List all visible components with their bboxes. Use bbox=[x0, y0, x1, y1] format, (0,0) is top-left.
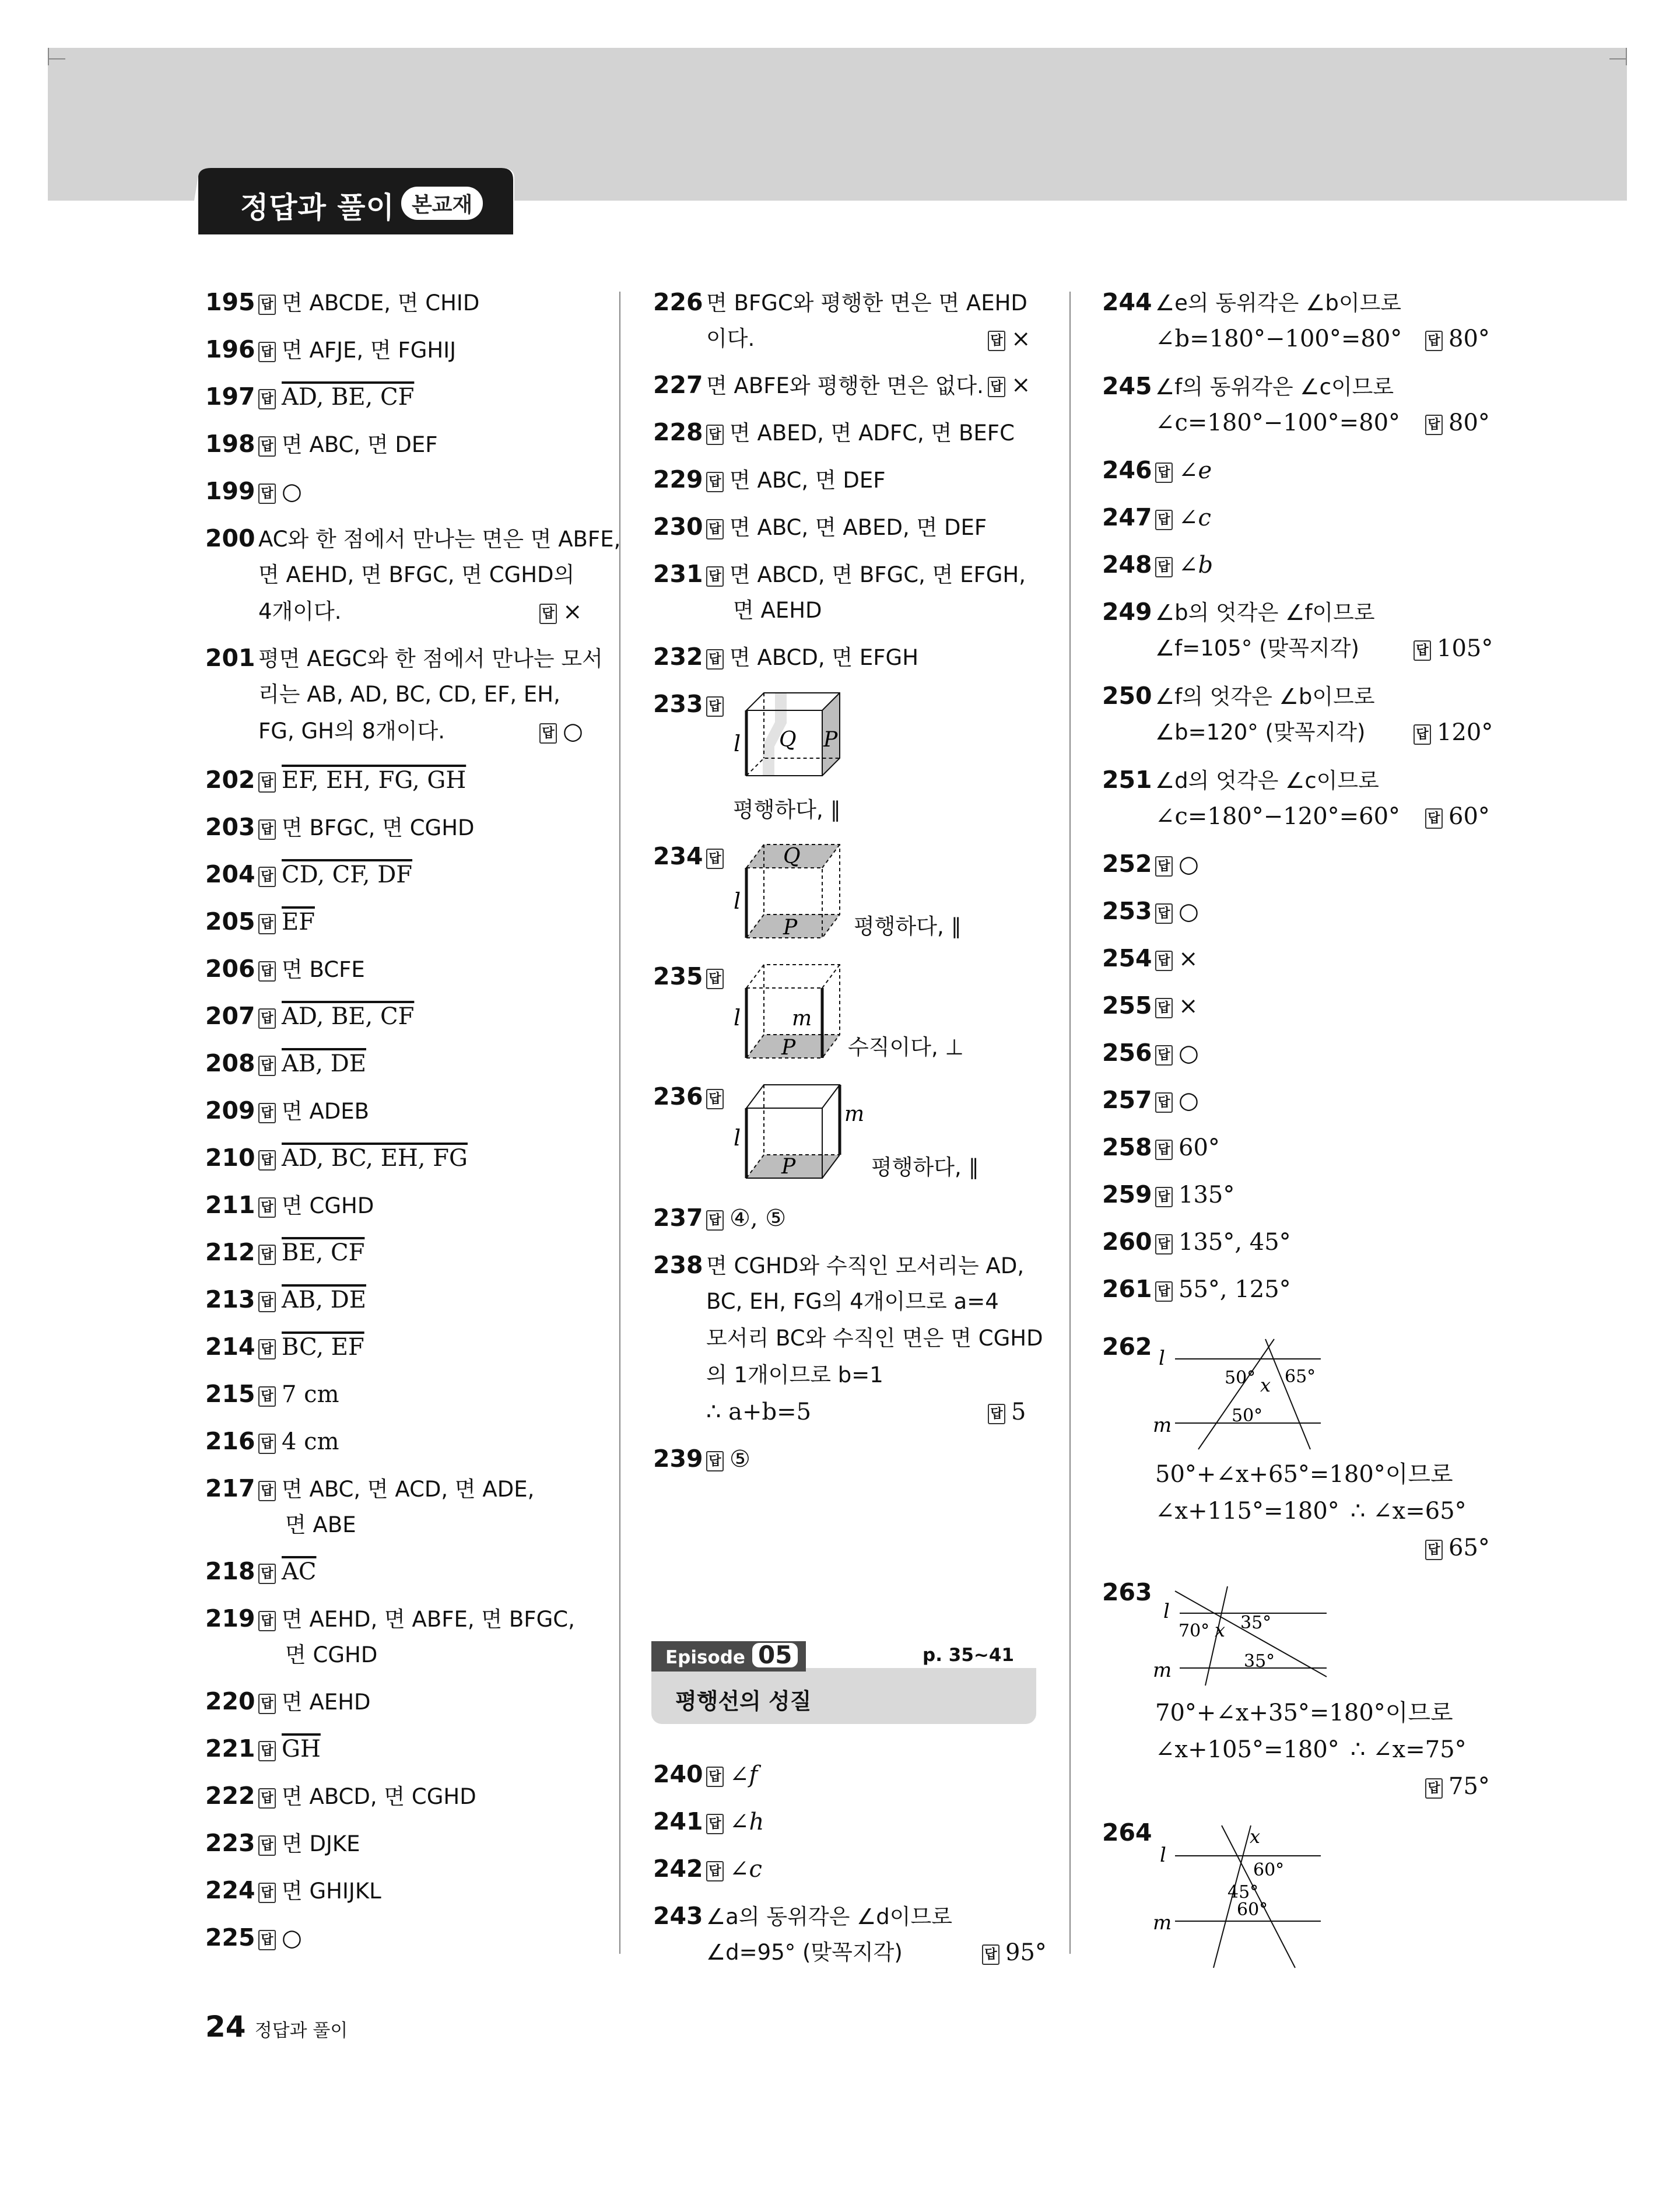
caption-234: 평행하다, ∥ bbox=[854, 914, 962, 939]
answer-203: 203 답 면 BFGC, 면 CGHD bbox=[205, 813, 475, 841]
episode-pages: p. 35~41 bbox=[923, 1645, 1015, 1666]
answer-224: 224 답 면 GHIJKL bbox=[205, 1876, 381, 1904]
plane-p-label: P bbox=[823, 728, 838, 752]
answer-212: 212 답 BE, CF bbox=[205, 1238, 365, 1266]
line-l-label: l bbox=[1159, 1347, 1165, 1370]
answer-mark-icon: 답 bbox=[706, 519, 724, 539]
answer-200: 200 AC와 한 점에서 만나는 면은 면 ABFE, bbox=[205, 524, 621, 552]
answer-mark-icon: 답 bbox=[988, 331, 1005, 351]
answer-263: 263 bbox=[1102, 1578, 1152, 1606]
answer-mark-icon: 답 bbox=[258, 772, 276, 793]
answer-201-line2: 리는 AB, AD, BC, CD, EF, EH, bbox=[258, 682, 560, 707]
answer-217: 217 답 면 ABC, 면 ACD, 면 ADE, bbox=[205, 1474, 535, 1502]
answer-mark-icon: 답 bbox=[258, 1788, 276, 1809]
answer-mark-icon: 답 bbox=[706, 472, 724, 492]
answer-mark-icon: 답 bbox=[258, 1481, 276, 1501]
answer-mark-icon: 답 bbox=[1155, 1092, 1173, 1113]
parallel-lines-figure-264 bbox=[1152, 1818, 1338, 1970]
answer-249: 249 ∠b의 엇각은 ∠f이므로 bbox=[1102, 598, 1375, 626]
angle-x-label: x bbox=[1250, 1825, 1261, 1848]
answer-247: 247 답 ∠c bbox=[1102, 503, 1211, 531]
angle-label: 50° bbox=[1232, 1406, 1263, 1426]
answer-mark-icon: 답 bbox=[258, 1245, 276, 1265]
answer-mark-icon: 답 bbox=[258, 1339, 276, 1359]
answer-251: 251 ∠d의 엇각은 ∠c이므로 bbox=[1102, 766, 1379, 794]
answer-mark-icon: 답 bbox=[706, 849, 724, 869]
answer-mark-icon: 답 bbox=[706, 1210, 724, 1231]
angle-label: 60° bbox=[1253, 1860, 1285, 1880]
answer-mark-icon: 답 bbox=[258, 1883, 276, 1903]
answer-252: 252 답 ○ bbox=[1102, 850, 1199, 878]
answer-mark-icon: 답 bbox=[258, 483, 276, 504]
episode-label: Episode 05 bbox=[651, 1641, 806, 1672]
answer-mark-icon: 답 bbox=[1155, 903, 1173, 924]
answer-mark-icon: 답 bbox=[539, 604, 557, 624]
answer-mark-icon: 답 bbox=[258, 819, 276, 840]
answer-201-result: 답 ○ bbox=[539, 716, 583, 747]
answer-206: 206 답 면 BCFE bbox=[205, 955, 365, 983]
answer-mark-icon: 답 bbox=[258, 1741, 276, 1761]
answer-227: 227 면 ABFE와 평행한 면은 없다. bbox=[653, 371, 984, 399]
answer-244-line2: ∠b=180°−100°=80° bbox=[1155, 325, 1402, 352]
answer-mark-icon: 답 bbox=[258, 436, 276, 457]
crop-mark bbox=[1626, 48, 1627, 65]
answer-235: 235 답 bbox=[653, 961, 729, 992]
answer-mark-icon: 답 bbox=[706, 969, 724, 989]
angle-label: 60° bbox=[1237, 1900, 1268, 1920]
answer-201-line3: FG, GH의 8개이다. bbox=[258, 719, 446, 744]
answer-227-result: 답 × bbox=[988, 370, 1031, 400]
answer-mark-icon: 답 bbox=[1155, 1140, 1173, 1160]
answer-253: 253 답 ○ bbox=[1102, 897, 1199, 925]
answer-263-line1: 70°+∠x+35°=180°이므로 bbox=[1155, 1700, 1453, 1726]
line-l-label: l bbox=[734, 1125, 741, 1151]
answer-mark-icon: 답 bbox=[258, 389, 276, 409]
column-divider bbox=[1069, 292, 1071, 1954]
answer-220: 220 답 면 AEHD bbox=[205, 1687, 371, 1715]
angle-label: 45° bbox=[1227, 1882, 1259, 1902]
answer-mark-icon: 답 bbox=[706, 696, 724, 717]
answer-199: 199 답 ○ bbox=[205, 477, 302, 505]
answer-200-result: 답 × bbox=[539, 597, 583, 627]
answer-213: 213 답 AB, DE bbox=[205, 1285, 366, 1313]
line-l-label: l bbox=[734, 731, 741, 756]
answer-245: 245 ∠f의 동위각은 ∠c이므로 bbox=[1102, 372, 1394, 400]
answer-238-line4: 의 1개이므로 b=1 bbox=[706, 1362, 883, 1387]
answer-mark-icon: 답 bbox=[1155, 1234, 1173, 1255]
answer-221: 221 답 $\overline{GH}$ bbox=[205, 1735, 321, 1763]
caption-233: 평행하다, ∥ bbox=[733, 797, 841, 822]
answer-mark-icon: 답 bbox=[258, 1434, 276, 1454]
answer-223: 223 답 면 DJKE bbox=[205, 1829, 360, 1857]
answer-250: 250 ∠f의 엇각은 ∠b이므로 bbox=[1102, 682, 1375, 710]
angle-label: 70° bbox=[1179, 1621, 1210, 1641]
answer-mark-icon: 답 bbox=[1155, 856, 1173, 877]
answer-238-line2: BC, EH, FG의 4개이므로 a=4 bbox=[706, 1289, 999, 1314]
caption-236: 평행하다, ∥ bbox=[871, 1155, 979, 1180]
episode-number: 05 bbox=[752, 1643, 798, 1667]
answer-mark-icon: 답 bbox=[258, 1386, 276, 1407]
answer-mark-icon: 답 bbox=[258, 1694, 276, 1714]
answer-mark-icon: 답 bbox=[258, 1008, 276, 1029]
answer-244: 244 ∠e의 동위각은 ∠b이므로 bbox=[1102, 288, 1402, 316]
answer-243-line2: ∠d=95° (맞꼭지각) bbox=[706, 1940, 903, 1965]
answer-248: 248 답 ∠b bbox=[1102, 551, 1213, 579]
answer-226: 226 면 BFGC와 평행한 면은 면 AEHD bbox=[653, 288, 1027, 316]
answer-219: 219 답 면 AEHD, 면 ABFE, 면 BFGC, bbox=[205, 1604, 575, 1632]
answer-mark-icon: 답 bbox=[1425, 415, 1443, 435]
answer-204: 204 답 CD, CF, DF bbox=[205, 860, 413, 888]
parallel-lines-figure-263 bbox=[1152, 1581, 1338, 1691]
answer-251-line2: ∠c=180°−120°=60° bbox=[1155, 803, 1401, 830]
answer-226-result: 답 × bbox=[988, 324, 1031, 354]
line-m-label: m bbox=[844, 1102, 865, 1126]
answer-230: 230 답 면 ABC, 면 ABED, 면 DEF bbox=[653, 513, 987, 541]
answer-mark-icon: 답 bbox=[1155, 998, 1173, 1018]
answer-mark-icon: 답 bbox=[988, 1404, 1005, 1424]
answer-238-line3: 모서리 BC와 수직인 면은 면 CGHD bbox=[706, 1326, 1043, 1351]
answer-mark-icon: 답 bbox=[258, 1150, 276, 1171]
answer-mark-icon: 답 bbox=[706, 649, 724, 670]
answer-mark-icon: 답 bbox=[258, 1197, 276, 1218]
answer-236: 236 답 bbox=[653, 1081, 729, 1112]
plane-q-label: Q bbox=[779, 728, 797, 752]
answer-mark-icon: 답 bbox=[1155, 1187, 1173, 1207]
answer-207: 207 답 AD, BE, CF bbox=[205, 1002, 415, 1030]
answer-mark-icon: 답 bbox=[706, 425, 724, 445]
answer-mark-icon: 답 bbox=[706, 1767, 724, 1787]
answer-201: 201 평면 AEGC와 한 점에서 만나는 모서 bbox=[205, 644, 603, 672]
parallel-lines-figure-262 bbox=[1152, 1336, 1338, 1458]
line-l-label: l bbox=[1163, 1600, 1170, 1623]
answer-mark-icon: 답 bbox=[1414, 724, 1431, 745]
line-l-label: l bbox=[734, 1005, 741, 1031]
answer-196: 196 답 면 AFJE, 면 FGHIJ bbox=[205, 335, 457, 363]
answer-mark-icon: 답 bbox=[1414, 640, 1431, 661]
header-title: 정답과 풀이 bbox=[240, 191, 395, 225]
answer-200-line3: 4개이다. bbox=[258, 599, 342, 624]
cube-figure-235 bbox=[729, 960, 846, 1065]
answer-263-line2: ∠x+105°=180° bbox=[1155, 1736, 1339, 1763]
answer-231-line2: 면 AEHD bbox=[733, 598, 822, 623]
answer-261: 261 답 55°, 125° bbox=[1102, 1275, 1291, 1303]
answer-mark-icon: 답 bbox=[1155, 951, 1173, 971]
answer-245-result: 답 80° bbox=[1425, 408, 1490, 438]
answer-238-result: 답 5 bbox=[988, 1397, 1026, 1427]
footer-text: 정답과 풀이 bbox=[254, 2020, 348, 2041]
answer-256: 256 답 ○ bbox=[1102, 1039, 1199, 1067]
answer-200-line2: 면 AEHD, 면 BFGC, 면 CGHD의 bbox=[258, 562, 575, 587]
crop-mark bbox=[1609, 58, 1627, 59]
answer-208: 208 답 AB, DE bbox=[205, 1049, 366, 1077]
answer-mark-icon: 답 bbox=[706, 1861, 724, 1881]
cube-figure-234 bbox=[729, 840, 846, 945]
answer-mark-icon: 답 bbox=[706, 1089, 724, 1109]
answer-209: 209 답 면 ADEB bbox=[205, 1096, 370, 1124]
answer-233: 233 답 bbox=[653, 689, 729, 720]
answer-218: 218 답 $\overline{AC}$ bbox=[205, 1557, 317, 1585]
answer-249-line2: ∠f=105° (맞꼭지각) bbox=[1155, 636, 1359, 661]
angle-x-label: x bbox=[1215, 1619, 1226, 1641]
answer-mark-icon: 답 bbox=[1155, 510, 1173, 530]
angle-label: 35° bbox=[1244, 1651, 1275, 1672]
answer-216: 216 답 4 cm bbox=[205, 1427, 339, 1455]
answer-mark-icon: 답 bbox=[1155, 462, 1173, 483]
answer-mark-icon: 답 bbox=[982, 1944, 999, 1965]
angle-x-label: x bbox=[1260, 1374, 1271, 1396]
angle-label: 50° bbox=[1225, 1368, 1256, 1388]
answer-259: 259 답 135° bbox=[1102, 1180, 1235, 1208]
answer-217-line2: 면 ABE bbox=[285, 1512, 356, 1537]
cube-figure-236 bbox=[729, 1080, 869, 1185]
answer-243: 243 ∠a의 동위각은 ∠d이므로 bbox=[653, 1902, 952, 1930]
answer-mark-icon: 답 bbox=[539, 723, 557, 744]
answer-mark-icon: 답 bbox=[258, 961, 276, 982]
answer-mark-icon: 답 bbox=[706, 1814, 724, 1834]
answer-242: 242 답 ∠c bbox=[653, 1855, 762, 1883]
line-m-label: m bbox=[1153, 1911, 1172, 1935]
cube-figure-233 bbox=[729, 688, 846, 793]
answer-mark-icon: 답 bbox=[258, 342, 276, 362]
answer-249-result: 답 105° bbox=[1414, 633, 1493, 664]
answer-mark-icon: 답 bbox=[258, 1930, 276, 1950]
answer-222: 222 답 면 ABCD, 면 CGHD bbox=[205, 1782, 476, 1810]
answer-237: 237 답 ④, ⑤ bbox=[653, 1204, 787, 1232]
crop-mark bbox=[48, 48, 49, 65]
page-number: 24 bbox=[205, 2010, 246, 2044]
caption-235: 수직이다, ⊥ bbox=[848, 1035, 964, 1060]
answer-mark-icon: 답 bbox=[706, 566, 724, 587]
answer-240: 240 답 ∠f bbox=[653, 1760, 758, 1788]
plane-q-label: Q bbox=[783, 845, 801, 868]
answer-263-line2b: ∴ ∠x=75° bbox=[1351, 1736, 1467, 1763]
answer-mark-icon: 답 bbox=[1155, 557, 1173, 577]
answer-mark-icon: 답 bbox=[1425, 808, 1443, 829]
line-l-label: l bbox=[1160, 1844, 1166, 1867]
answer-262: 262 bbox=[1102, 1333, 1152, 1361]
line-m-label: m bbox=[1153, 1414, 1172, 1437]
plane-p-label: P bbox=[781, 1155, 796, 1179]
answer-262-line2b: ∴ ∠x=65° bbox=[1351, 1498, 1467, 1525]
answer-246: 246 답 ∠e bbox=[1102, 456, 1212, 484]
answer-mark-icon: 답 bbox=[258, 295, 276, 315]
answer-mark-icon: 답 bbox=[258, 867, 276, 887]
answer-219-line2: 면 CGHD bbox=[285, 1642, 378, 1667]
answer-mark-icon: 답 bbox=[258, 1103, 276, 1123]
answer-238-line5: ∴ a+b=5 bbox=[706, 1399, 812, 1425]
answer-214: 214 답 BC, EF bbox=[205, 1333, 364, 1361]
answer-243-result: 답 95° bbox=[982, 1937, 1047, 1968]
answer-mark-icon: 답 bbox=[258, 1056, 276, 1076]
answer-205: 205 답 $\overline{EF}$ bbox=[205, 907, 315, 935]
answer-197: 197 답 AD, BE, CF bbox=[205, 383, 415, 411]
answer-mark-icon: 답 bbox=[258, 914, 276, 934]
answer-250-line2: ∠b=120° (맞꼭지각) bbox=[1155, 720, 1366, 745]
episode-title: 평행선의 성질 bbox=[675, 1688, 812, 1714]
crop-mark bbox=[48, 58, 65, 59]
answer-mark-icon: 답 bbox=[1155, 1045, 1173, 1066]
answer-mark-icon: 답 bbox=[706, 1451, 724, 1471]
answer-228: 228 답 면 ABED, 면 ADFC, 면 BEFC bbox=[653, 418, 1015, 446]
answer-255: 255 답 × bbox=[1102, 991, 1198, 1019]
answer-195: 195 답 면 ABCDE, 면 CHID bbox=[205, 288, 480, 316]
answer-264: 264 bbox=[1102, 1818, 1152, 1846]
answer-210: 210 답 AD, BC, EH, FG bbox=[205, 1144, 468, 1172]
answer-232: 232 답 면 ABCD, 면 EFGH bbox=[653, 643, 919, 671]
angle-label: 65° bbox=[1285, 1366, 1316, 1387]
plane-p-label: P bbox=[781, 1036, 796, 1060]
answer-254: 254 답 × bbox=[1102, 944, 1198, 972]
angle-label: 35° bbox=[1240, 1613, 1272, 1633]
answer-mark-icon: 답 bbox=[258, 1611, 276, 1631]
answer-234: 234 답 bbox=[653, 841, 729, 872]
answer-mark-icon: 답 bbox=[1425, 1540, 1443, 1560]
answer-231: 231 답 면 ABCD, 면 BFGC, 면 EFGH, bbox=[653, 560, 1026, 588]
line-m-label: m bbox=[792, 1007, 812, 1031]
answer-244-result: 답 80° bbox=[1425, 324, 1490, 354]
plane-p-label: P bbox=[783, 916, 798, 940]
answer-262-line1: 50°+∠x+65°=180°이므로 bbox=[1155, 1461, 1453, 1488]
answer-262-result: 답 65° bbox=[1425, 1533, 1490, 1563]
answer-241: 241 답 ∠h bbox=[653, 1807, 764, 1835]
answer-257: 257 답 ○ bbox=[1102, 1086, 1199, 1114]
header-badge: 본교재 bbox=[401, 187, 483, 220]
answer-250-result: 답 120° bbox=[1414, 717, 1493, 748]
answer-239: 239 답 ⑤ bbox=[653, 1445, 750, 1473]
answer-mark-icon: 답 bbox=[258, 1292, 276, 1312]
answer-251-result: 답 60° bbox=[1425, 801, 1490, 832]
line-m-label: m bbox=[1153, 1659, 1172, 1682]
answer-mark-icon: 답 bbox=[258, 1564, 276, 1584]
answer-229: 229 답 면 ABC, 면 DEF bbox=[653, 465, 886, 493]
answer-215: 215 답 7 cm bbox=[205, 1380, 339, 1408]
answer-mark-icon: 답 bbox=[1425, 1778, 1443, 1799]
answer-mark-icon: 답 bbox=[258, 1835, 276, 1856]
answer-260: 260 답 135°, 45° bbox=[1102, 1228, 1291, 1256]
answer-238: 238 면 CGHD와 수직인 모서리는 AD, bbox=[653, 1251, 1025, 1279]
answer-mark-icon: 답 bbox=[988, 377, 1005, 397]
answer-198: 198 답 면 ABC, 면 DEF bbox=[205, 430, 438, 458]
answer-245-line2: ∠c=180°−100°=80° bbox=[1155, 409, 1401, 436]
answer-211: 211 답 면 CGHD bbox=[205, 1191, 374, 1219]
answer-mark-icon: 답 bbox=[1155, 1281, 1173, 1302]
answer-226-line2: 이다. bbox=[706, 326, 755, 351]
line-l-label: l bbox=[734, 888, 741, 914]
footer bbox=[205, 2010, 348, 2044]
answer-202: 202 답 EF, EH, FG, GH bbox=[205, 766, 467, 794]
answer-258: 258 답 60° bbox=[1102, 1133, 1220, 1161]
answer-225: 225 답 ○ bbox=[205, 1923, 302, 1951]
answer-262-line2: ∠x+115°=180° bbox=[1155, 1498, 1339, 1525]
answer-mark-icon: 답 bbox=[1425, 331, 1443, 351]
answer-263-result: 답 75° bbox=[1425, 1771, 1490, 1802]
